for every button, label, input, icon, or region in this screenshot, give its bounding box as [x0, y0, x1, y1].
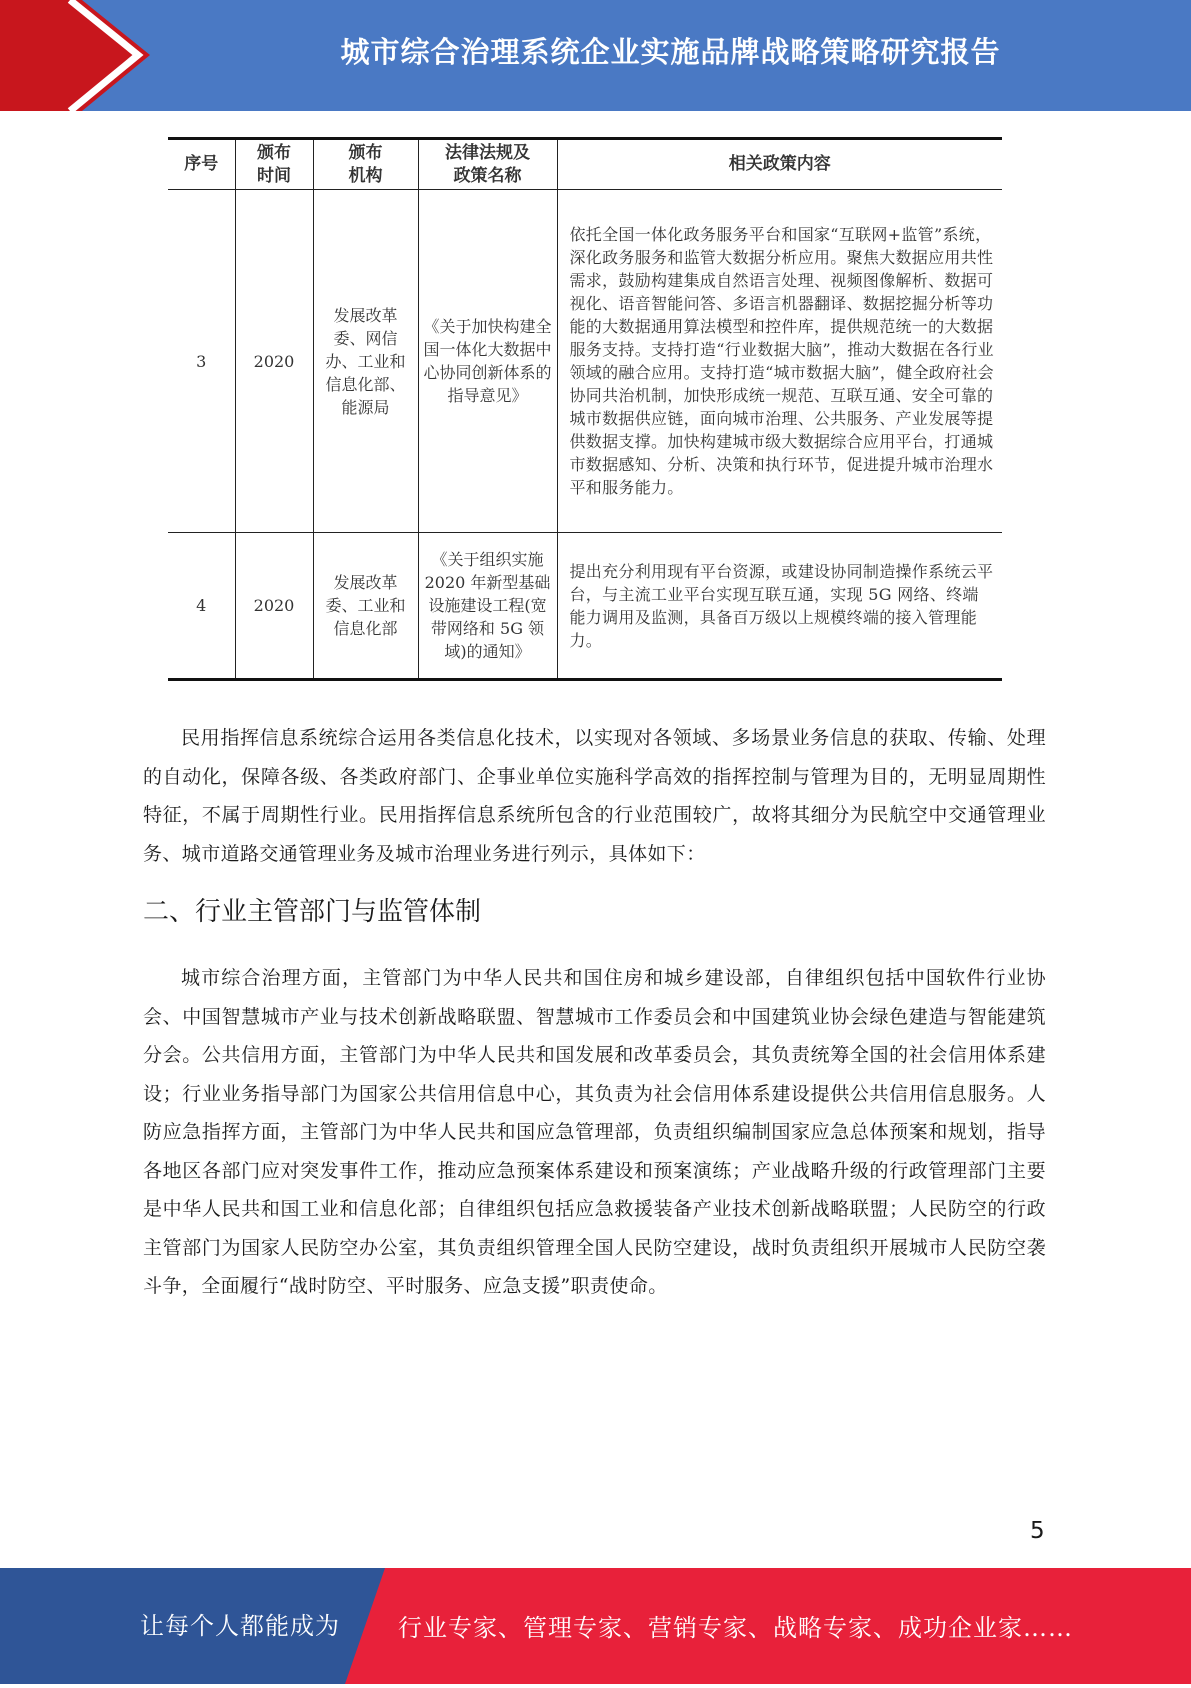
header-banner	[0, 0, 1191, 111]
page-number: 5	[1030, 1518, 1045, 1544]
footer-slogan-left: 让每个人都能成为	[140, 1612, 340, 1640]
body-paragraph-regulation: 城市综合治理方面，主管部门为中华人民共和国住房和城乡建设部，自律组织包括中国软件行业协会、中国智慧城市产业与技术创新战略联盟、智慧城市工作委员会和中国建筑业协会绿色建造与智能建筑分会。公共信用方面，主管部门为中华人民共和国发展和改革委员会，其负责统筹全国的社会信用体系建设；行业业务指导部门为国家公共信用信息中心，其负责为社会信用体系建设提供公共信用信息服务。人防应急指挥方面，主管部门为中华人民共和国应急管理部，负责组织编制国家应急总体预案和规划，指导各地区各部门应对突发事件工作，推动应急预案体系建设和预案演练；产业战略升级的行政管理部门主要是中华人民共和国工业和信息化部；自律组织包括应急救援装备产业技术创新战略联盟；人民防空的行政主管部门为国家人民防空办公室，其负责组织管理全国人民防空建设，战时负责组织开展城市人民防空袭斗争，全面履行“战时防空、平时服务、应急支援”职责使命。	[143, 967, 1046, 1297]
header-no: 序号	[168, 139, 235, 190]
cell-agency: 发展改革委、工业和信息化部	[313, 533, 418, 680]
footer-banner	[0, 1568, 1191, 1684]
cell-year: 2020	[235, 190, 313, 533]
cell-content: 提出充分利用现有平台资源，或建设协同制造操作系统云平台，与主流工业平台实现互联互通，实现 5G 网络、终端能力调用及监测，具备百万级以上规模终端的接入管理能力。	[557, 533, 1002, 680]
header-arrow-decoration	[0, 0, 150, 111]
table-header-row	[168, 139, 1002, 190]
cell-no: 4	[168, 533, 235, 680]
table-row	[168, 533, 1002, 680]
header-agency: 颁布 机构	[313, 139, 418, 190]
body-paragraph-intro: 民用指挥信息系统综合运用各类信息化技术，以实现对各领域、多场景业务信息的获取、传输、处理的自动化，保障各级、各类政府部门、企事业单位实施科学高效的指挥控制与管理为目的，无明显周期性特征，不属于周期性行业。民用指挥信息系统所包含的行业范围较广，故将其细分为民航空中交通管理业务、城市道路交通管理业务及城市治理业务进行列示，具体如下：	[143, 727, 1046, 865]
header-content: 相关政策内容	[557, 139, 1002, 190]
policy-table	[168, 137, 1002, 681]
header-law: 法律法规及 政策名称	[418, 139, 557, 190]
cell-law: 《关于加快构建全国一体化大数据中心协同创新体系的指导意见》	[418, 190, 557, 533]
cell-no: 3	[168, 190, 235, 533]
cell-content: 依托全国一体化政务服务平台和国家“互联网+监管”系统，深化政务服务和监管大数据分析应用。聚焦大数据应用共性需求，鼓励构建集成自然语言处理、视频图像解析、数据可视化、语音智能问答、多语言机器翻译、数据挖掘分析等功能的大数据通用算法模型和控件库，提供规范统一的大数据服务支持。支持打造“行业数据大脑”，推动大数据在各行业领域的融合应用。支持打造“城市数据大脑”，健全政府社会协同共治机制，加快形成统一规范、互联互通、安全可靠的城市数据供应链，面向城市治理、公共服务、产业发展等提供数据支撑。加快构建城市级大数据综合应用平台，打通城市数据感知、分析、决策和执行环节，促进提升城市治理水平和服务能力。	[557, 190, 1002, 533]
table-row	[168, 190, 1002, 533]
footer-slogan-right: 行业专家、管理专家、营销专家、战略专家、成功企业家……	[398, 1614, 1073, 1642]
header-year: 颁布 时间	[235, 139, 313, 190]
cell-law: 《关于组织实施 2020 年新型基础设施建设工程(宽带网络和 5G 领域)的通知》	[418, 533, 557, 680]
cell-agency: 发展改革委、网信办、工业和信息化部、能源局	[313, 190, 418, 533]
section-heading: 二、行业主管部门与监管体制	[143, 897, 482, 927]
report-title: 城市综合治理系统企业实施品牌战略策略研究报告	[340, 34, 1001, 69]
cell-year: 2020	[235, 533, 313, 680]
